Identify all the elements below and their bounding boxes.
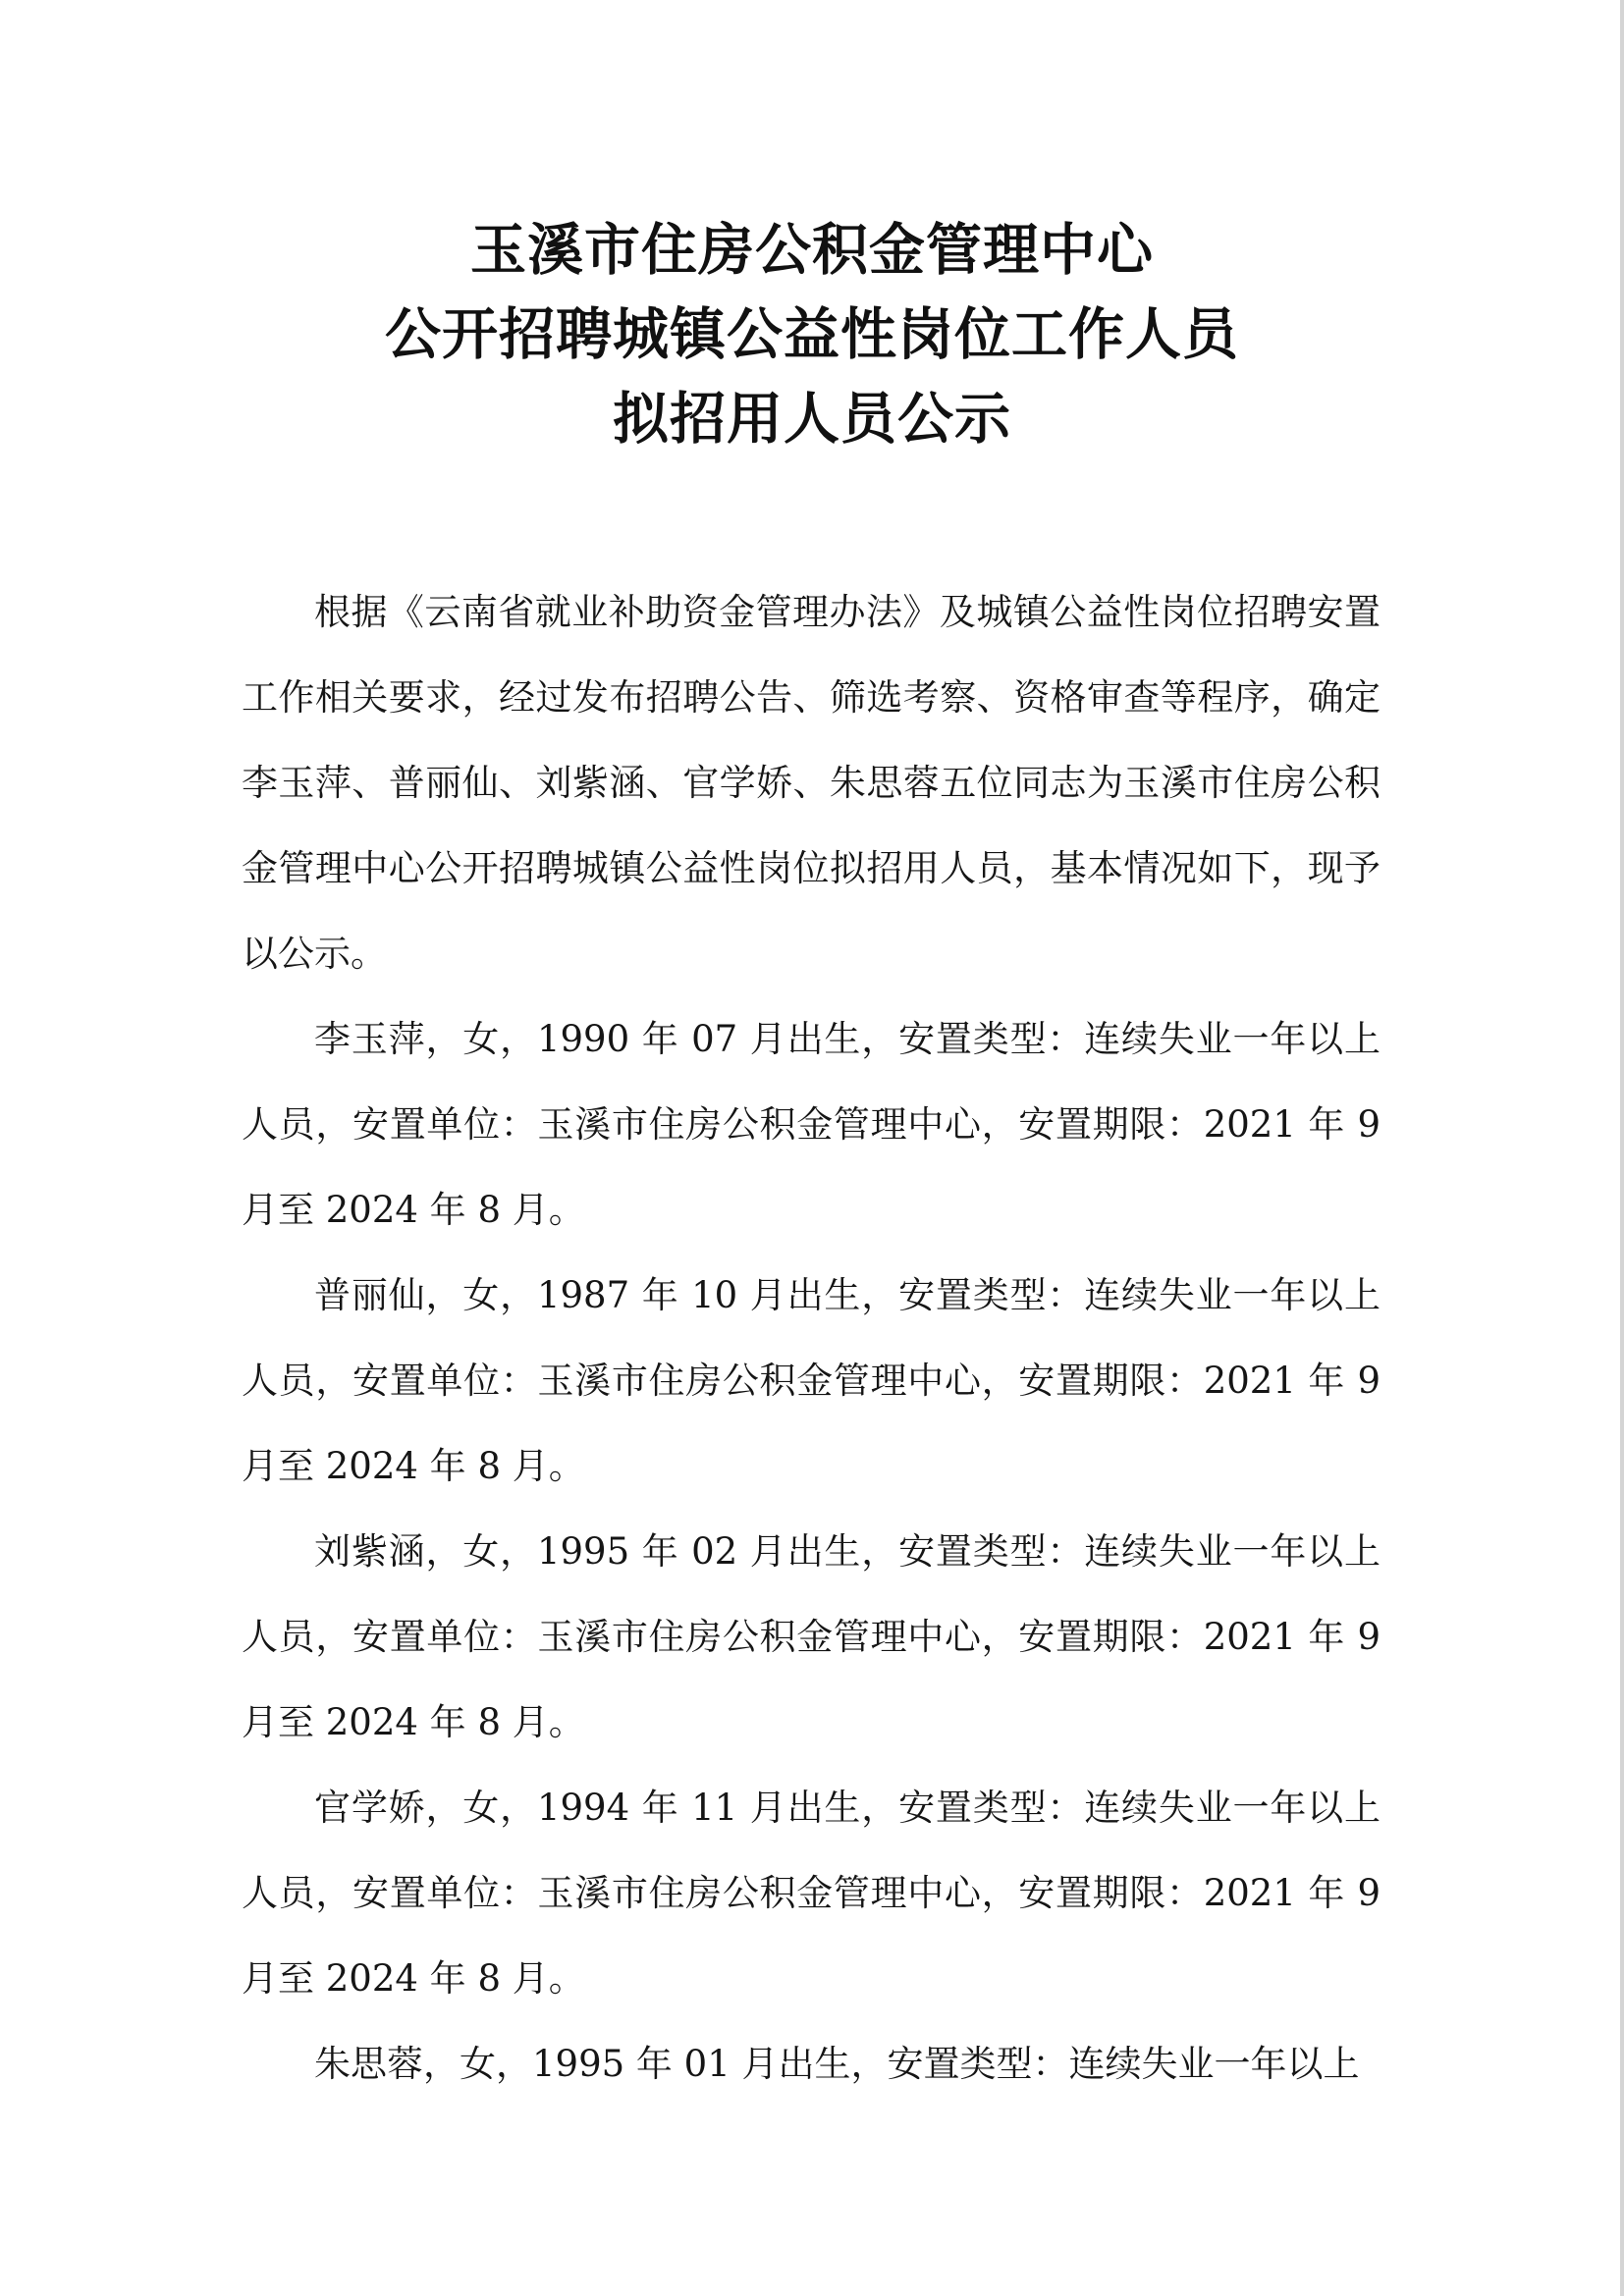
document-body — [242, 569, 1380, 2107]
title-line-2: 公开招聘城镇公益性岗位工作人员 — [385, 302, 1239, 367]
title-line-3: 拟招用人员公示 — [613, 387, 1011, 452]
title-line-1: 玉溪市住房公积金管理中心 — [470, 218, 1154, 283]
candidate-paragraph-liu-zihan: 刘紫涵，女，1995 年 02 月出生，安置类型：连续失业一年以上人员，安置单位：玉溪市住房公积金管理中心，安置期限：2021 年 9 月至 2024 年 8 月。 — [242, 1530, 1380, 1743]
candidate-paragraph-zhu-sirong: 朱思蓉，女，1995 年 01 月出生，安置类型：连续失业一年以上 — [314, 2043, 1360, 2085]
candidate-paragraph-li-yuping: 李玉萍，女，1990 年 07 月出生，安置类型：连续失业一年以上人员，安置单位：玉溪市住房公积金管理中心，安置期限：2021 年 9 月至 2024 年 8 月。 — [242, 1018, 1380, 1231]
document-title — [0, 208, 1624, 461]
intro-paragraph: 根据《云南省就业补助资金管理办法》及城镇公益性岗位招聘安置工作相关要求，经过发布招聘公告、筛选考察、资格审查等程序，确定李玉萍、普丽仙、刘紫涵、官学娇、朱思蓉五位同志为玉溪市住房公积金管理中心公开招聘城镇公益性岗位拟招用人员，基本情况如下，现予以公示。 — [242, 591, 1380, 975]
candidate-paragraph-guan-xuejiao: 官学娇，女，1994 年 11 月出生，安置类型：连续失业一年以上人员，安置单位：玉溪市住房公积金管理中心，安置期限：2021 年 9 月至 2024 年 8 月。 — [242, 1787, 1380, 2000]
candidate-paragraph-pu-lixian: 普丽仙，女，1987 年 10 月出生，安置类型：连续失业一年以上人员，安置单位：玉溪市住房公积金管理中心，安置期限：2021 年 9 月至 2024 年 8 月。 — [242, 1274, 1380, 1487]
